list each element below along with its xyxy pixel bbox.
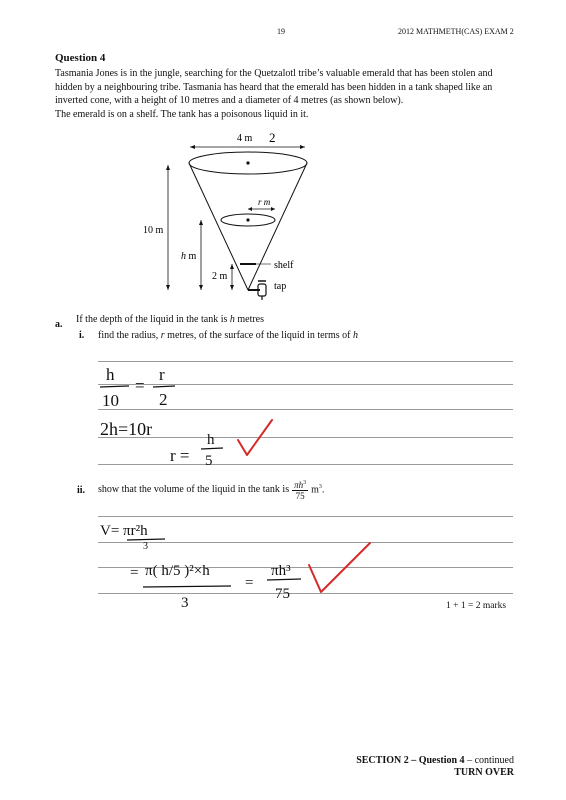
hw-i-eq: = (135, 376, 145, 395)
part-a (55, 314, 63, 332)
hw-i-line3-bar (201, 448, 223, 449)
hw-ii-line2-den: 3 (181, 595, 189, 611)
part-a-i-var-r: r (160, 330, 165, 341)
volume-fraction (292, 478, 308, 501)
shelf-height-arrow-head-bottom (230, 285, 234, 290)
footer-section-text: SECTION 2 – Question 4 (356, 755, 465, 766)
hw-i-num-right: r (159, 365, 165, 384)
part-a-i-text (98, 330, 358, 341)
part-a-text-suffix: metres (234, 314, 265, 325)
page-number: 19 (277, 27, 285, 36)
diameter-arrow-head-right (300, 145, 305, 149)
shelf-height-arrow-head-top (230, 264, 234, 269)
cone-top-centre (246, 161, 249, 164)
footer-section (356, 755, 514, 766)
volume-num-exp: 3 (303, 480, 307, 486)
handwriting-part-ii (95, 515, 385, 615)
handwriting-part-i (95, 360, 315, 470)
radius-arrow-head-right (271, 207, 275, 211)
part-a-i-text-suffix: metres, of the surface of the liquid in terms of (164, 330, 353, 341)
volume-unit-m: m (311, 484, 319, 496)
depth-arrow-head-bottom (199, 285, 203, 290)
footer-turn-over: TURN OVER (454, 767, 514, 778)
hw-ii-line2-num: π( h/5 )²×h (145, 563, 210, 579)
footer-continued: – continued (464, 755, 514, 766)
hw-ii-result-num: πh³ (271, 563, 291, 579)
volume-end: . (321, 484, 325, 496)
hw-ii-line2-eq: = (130, 565, 139, 581)
radius-arrow-head-left (248, 207, 252, 211)
part-a-ii-label: ii. (77, 485, 86, 496)
part-a-i-var-h: h (352, 330, 358, 341)
cone-diagram (140, 127, 320, 302)
diameter-label: 4 m (237, 133, 253, 144)
volume-unit (311, 484, 324, 495)
part-a-i-label: i. (79, 330, 85, 341)
volume-fraction-den: 75 (295, 491, 305, 501)
question-intro-2: The emerald is on a shelf. The tank has a poisonous liquid in it. (55, 109, 309, 120)
question-title: Question 4 (55, 52, 106, 64)
hw-i-num-left: h (106, 365, 115, 384)
diameter-arrow-head-left (190, 145, 195, 149)
tap-label: tap (274, 281, 287, 292)
part-a-text (76, 314, 264, 325)
volume-num-text: πh (294, 480, 304, 490)
marks-total: 1 + 1 = 2 marks (446, 601, 507, 611)
part-a-i-text-prefix: find the radius, (98, 330, 161, 341)
radius-label: r m (258, 197, 271, 207)
exam-title: 2012 MATHMETH(CAS) EXAM 2 (398, 27, 514, 36)
hw-ii-line2-bar (143, 586, 231, 587)
tick-mark-icon (309, 543, 370, 592)
height-arrow-head-top (166, 165, 170, 170)
hw-i-line2: 2h=10r (100, 419, 153, 439)
part-a-label: a. (55, 319, 63, 330)
part-a-ii-text-main: show that the volume of the liquid in the tank is (98, 484, 290, 495)
handwritten-radius-note: 2 (269, 130, 276, 145)
hw-i-den-right: 2 (159, 390, 168, 409)
hw-i-frac-bar-right (153, 386, 175, 387)
height-label: 10 m (143, 225, 164, 236)
hw-i-den-left: 10 (102, 391, 119, 410)
shelf-mark (240, 263, 256, 265)
shelf-height-label: 2 m (212, 271, 228, 282)
height-arrow-head-bottom (166, 285, 170, 290)
hw-i-line3-num: h (207, 432, 215, 448)
volume-fraction-num (292, 478, 308, 491)
hw-i-line3-lhs: r = (170, 446, 190, 465)
liquid-surface-centre (246, 218, 249, 221)
part-a-text-prefix: If the depth of the liquid in the tank is (76, 314, 230, 325)
tick-mark-icon (238, 420, 272, 455)
shelf-label: shelf (274, 260, 294, 271)
question-intro: Tasmania Jones is in the jungle, searching for the Quetzalotl tribe’s valuable emerald that has been stolen and hidden by a neighbouring tribe. Tasmania has heard that the emerald has been hidden in a tank shaped like an inverted cone, with a height of 10 metres and a diameter of 4 metres (as shown below). (55, 68, 493, 106)
hw-ii-result-den: 75 (275, 586, 290, 602)
depth-label: h m (181, 251, 197, 262)
hw-ii-line1-den: 3 (143, 541, 148, 552)
part-a-ii-text (98, 478, 324, 501)
hw-i-frac-bar-left (100, 386, 129, 387)
volume-unit-exp: 3 (318, 483, 322, 490)
hw-ii-eq2: = (245, 575, 254, 591)
depth-arrow-head-top (199, 220, 203, 225)
hw-i-line3-den: 5 (205, 453, 213, 469)
part-a-var-h: h (229, 314, 235, 325)
hw-ii-result-bar (267, 579, 301, 580)
hw-ii-line1: V= πr²h (100, 523, 148, 539)
hw-ii-line1-bar (127, 539, 165, 540)
